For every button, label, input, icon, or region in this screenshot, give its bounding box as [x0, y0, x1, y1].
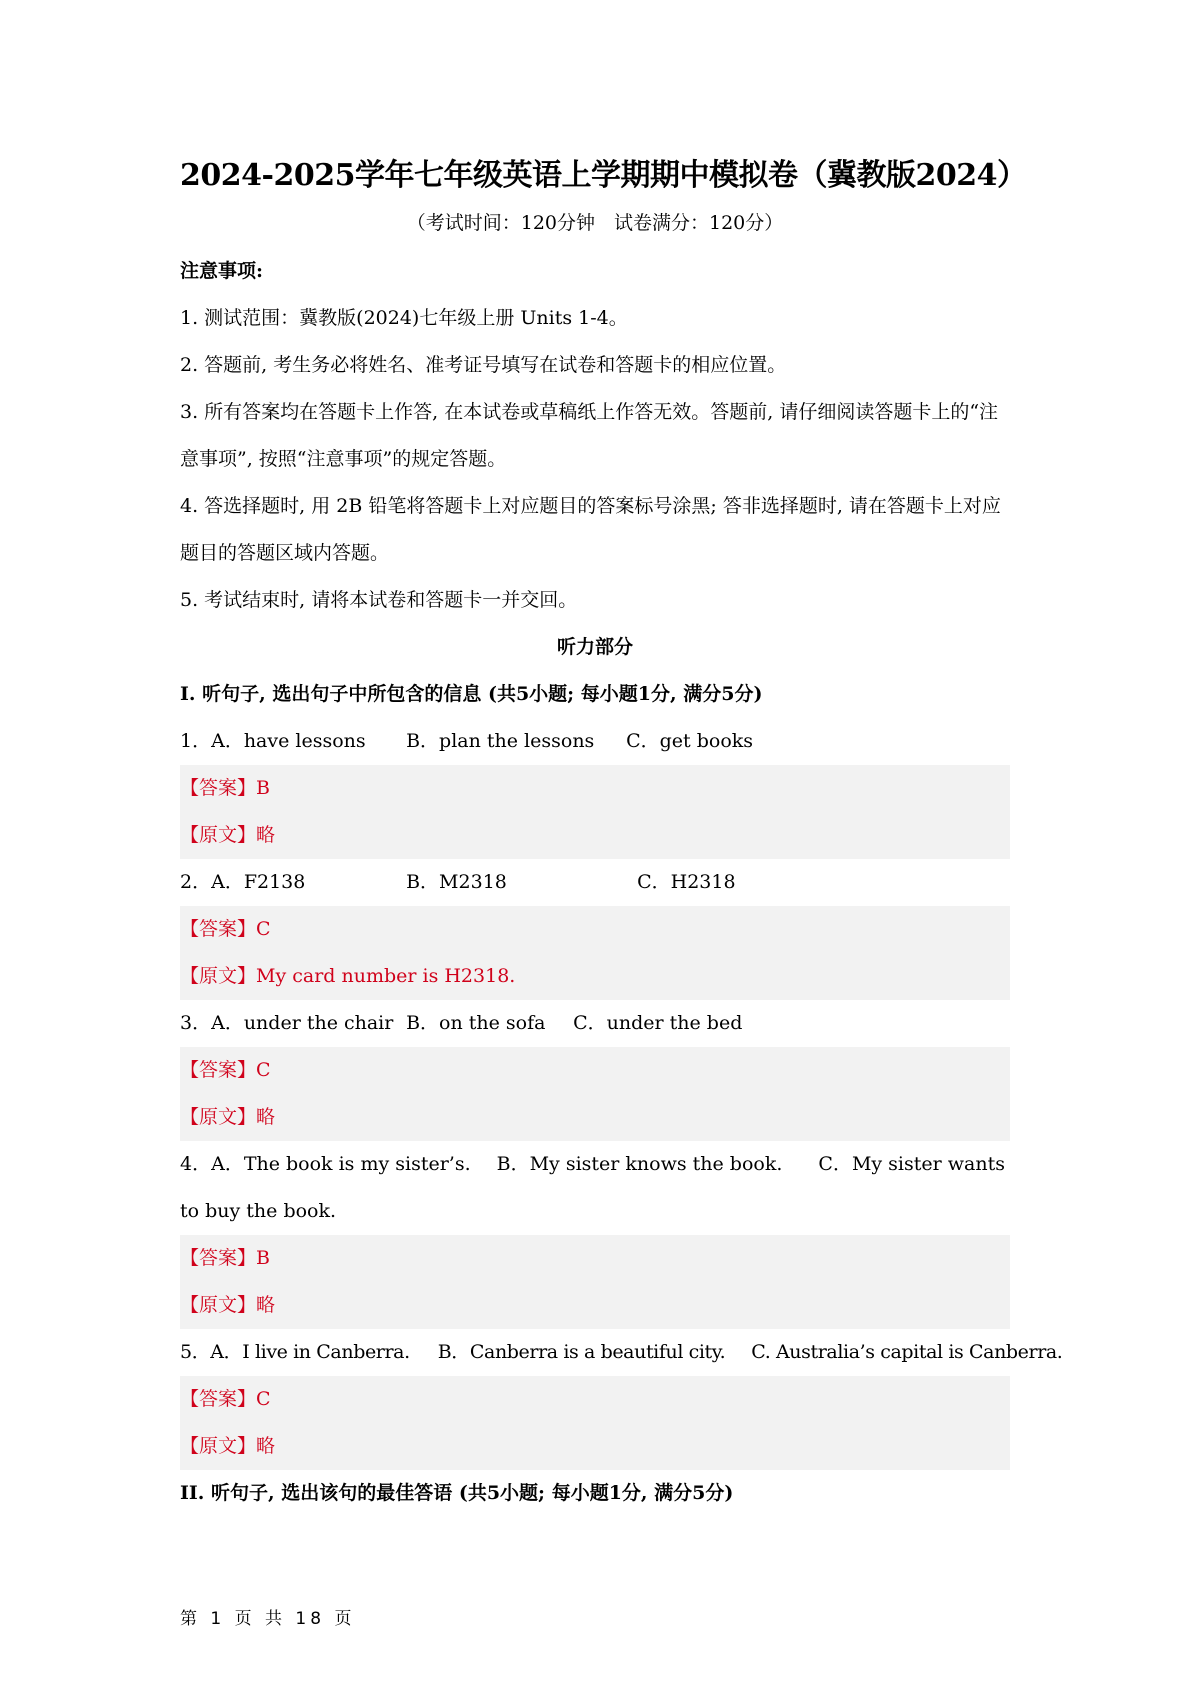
part2-heading: II. 听句子, 选出该句的最佳答语 (共5小题; 每小题1分, 满分5分)	[180, 1482, 734, 1504]
option-b: B．Canberra is a beautiful city.	[437, 1341, 726, 1363]
answer-text: 【答案】C	[180, 1388, 271, 1410]
option-c: C. Australia’s capital is Canberra.	[751, 1341, 1063, 1363]
section-title: 听力部分	[556, 636, 633, 658]
option-a: A．The book is my sister’s.	[211, 1153, 471, 1175]
question-5	[180, 1329, 1063, 1376]
question-number: 1．	[180, 730, 212, 752]
option-c: C．get books	[626, 730, 754, 752]
question-1	[180, 718, 1010, 765]
option-b: B．on the sofa	[406, 1012, 546, 1034]
source-text: 【原文】略	[180, 824, 276, 846]
option-a: A．F2138	[211, 871, 306, 893]
question-number: 2．	[180, 871, 212, 893]
page-footer: 第 1 页 共 18 页	[180, 1609, 356, 1629]
option-a: A．have lessons	[211, 730, 366, 752]
answer-text: 【答案】C	[180, 918, 271, 940]
option-b: B．plan the lessons	[406, 730, 595, 752]
exam-title: 2024-2025学年七年级英语上学期期中模拟卷（冀教版2024）	[180, 158, 1027, 193]
answer-text: 【答案】C	[180, 1059, 271, 1081]
note-item-4: 4. 答选择题时, 用 2B 铅笔将答题卡上对应题目的答案标号涂黑; 答非选择题时, 请在答题卡上对应题目的答题区域内答题。	[180, 495, 1001, 564]
notes-heading: 注意事项:	[180, 260, 264, 282]
answer-text: 【答案】B	[180, 1247, 270, 1269]
option-a: A．I live in Canberra.	[210, 1341, 410, 1363]
note-item-3: 3. 所有答案均在答题卡上作答, 在本试卷或草稿纸上作答无效。答题前, 请仔细阅读答题卡上的“注意事项”, 按照“注意事项”的规定答题。	[180, 401, 999, 470]
source-text: 【原文】略	[180, 1106, 276, 1128]
note-item-2: 2. 答题前, 考生务必将姓名、准考证号填写在试卷和答题卡的相应位置。	[180, 354, 787, 376]
option-c: C．My sister wants to buy the book.	[180, 1153, 1005, 1222]
question-number: 3．	[180, 1012, 212, 1034]
note-item-1: 1. 测试范围：冀教版(2024)七年级上册 Units 1-4。	[180, 307, 628, 329]
exam-subtitle: （考试时间：120分钟 试卷满分：120分）	[406, 212, 784, 234]
option-a: A．under the chair	[211, 1012, 394, 1034]
option-c: C．under the bed	[573, 1012, 743, 1034]
option-b: B．My sister knows the book.	[496, 1153, 783, 1175]
answer-block-3	[180, 1047, 1010, 1141]
source-text: 【原文】略	[180, 1294, 276, 1316]
source-text: 【原文】略	[180, 1435, 276, 1457]
answer-block-1	[180, 765, 1010, 859]
part1-heading: I. 听句子, 选出句子中所包含的信息 (共5小题; 每小题1分, 满分5分)	[180, 683, 763, 705]
question-number: 4．	[180, 1153, 212, 1175]
answer-block-5	[180, 1376, 1010, 1470]
answer-block-2	[180, 906, 1010, 1000]
note-item-5: 5. 考试结束时, 请将本试卷和答题卡一并交回。	[180, 589, 578, 611]
question-number: 5．	[180, 1341, 211, 1363]
answer-block-4	[180, 1235, 1010, 1329]
source-text: 【原文】My card number is H2318.	[180, 965, 516, 987]
question-4	[180, 1141, 1010, 1235]
question-3	[180, 1000, 1010, 1047]
question-2	[180, 859, 1010, 906]
answer-text: 【答案】B	[180, 777, 270, 799]
option-b: B．M2318	[406, 871, 507, 893]
option-c: C．H2318	[637, 871, 736, 893]
exam-page	[180, 150, 1063, 1517]
